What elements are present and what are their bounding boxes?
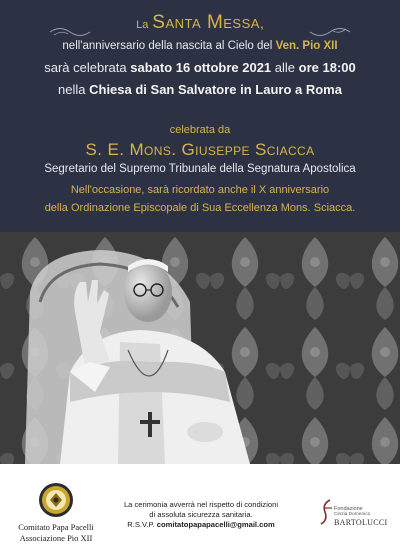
- place-line: [0, 82, 400, 97]
- mass-title: Santa Messa: [152, 12, 260, 33]
- event-time: ore 18:00: [298, 60, 356, 75]
- anniversary-text: nell'anniversario della nascita al Cielo del: [62, 40, 273, 52]
- foundation-name: BARTOLUCCI: [334, 518, 388, 527]
- rsvp-email[interactable]: comitatopapapacelli@gmail.com: [156, 520, 275, 529]
- association-name: Associazione Pio XII: [19, 533, 93, 543]
- celebrant-role: Segretario del Supremo Tribunale della Segnatura Apostolica: [44, 163, 356, 175]
- foundation-founders: Cinzia Domenico: [334, 512, 371, 517]
- rsvp-label: R.S.V.P.: [127, 520, 155, 529]
- event-place: Chiesa di San Salvatore in Lauro a Roma: [89, 82, 342, 97]
- occasion-line-1: Nell'occasione, sarà ricordato anche il X anniversario: [70, 184, 330, 196]
- anniversary-line: [0, 40, 400, 52]
- header-band: [0, 0, 400, 232]
- pope-portrait-photo: [0, 232, 400, 464]
- occasion-line-2: della Ordinazione Episcopale di Sua Eccellenza Mons. Sciacca.: [44, 202, 356, 214]
- foundation-label: Fondazione: [334, 506, 363, 512]
- title-prefix: La: [136, 19, 149, 31]
- safety-notice-2: di assoluta sicurezza sanitaria.: [149, 510, 253, 519]
- title-comma: ,: [259, 15, 264, 31]
- safety-notice-1: La cerimonia avverrà nel rispetto di condizioni: [123, 500, 279, 509]
- place-prefix: nella: [58, 82, 86, 97]
- committee-seal-icon: [38, 482, 74, 518]
- celebrant-name: S. E. Mons. Giuseppe Sciacca: [85, 140, 315, 159]
- committee-name: Comitato Papa Pacelli: [18, 522, 94, 532]
- venerable-name: Ven. Pio XII: [275, 40, 338, 52]
- rsvp-line: [108, 520, 294, 530]
- footer: [0, 464, 400, 560]
- date-line: [0, 60, 400, 75]
- event-date: sabato 16 ottobre 2021: [130, 60, 272, 75]
- mass-title-line: [0, 12, 400, 34]
- date-prefix: sarà celebrata: [44, 60, 127, 75]
- date-mid: alle: [274, 60, 296, 75]
- celebrated-by: celebrata da: [169, 124, 231, 136]
